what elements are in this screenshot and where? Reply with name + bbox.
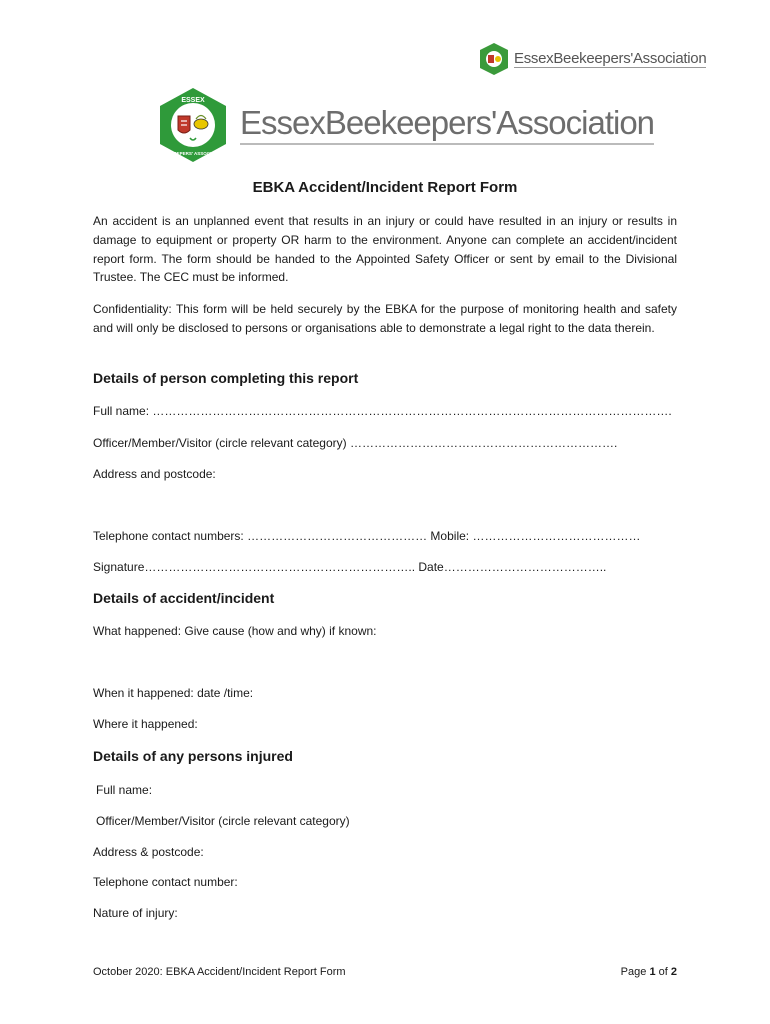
form-title: EBKA Accident/Incident Report Form xyxy=(252,179,518,196)
section-heading-reporter: Details of person completing this report xyxy=(93,370,359,386)
incident-where-field[interactable]: Where it happened: xyxy=(93,717,198,731)
reporter-category-field[interactable]: Officer/Member/Visitor (circle relevant category) …………………………………………………………. xyxy=(93,436,618,450)
injured-address-field[interactable]: Address & postcode: xyxy=(93,845,204,859)
reporter-full-name-field[interactable]: Full name: …………………………………………………………………………………………………………………. xyxy=(93,404,672,418)
ebka-seal-icon xyxy=(156,86,230,164)
confidentiality-paragraph: Confidentiality: This form will be held securely by the EBKA for the purpose of monitoring health and safety and will only be disclosed to persons or organisations able to demonstrate a legal right to the data therein. xyxy=(93,302,677,335)
seal-bottom-text: BEEKEEPERS' ASSOCIATION xyxy=(161,151,225,156)
page-current: 1 xyxy=(649,966,656,978)
injured-full-name-field[interactable]: Full name: xyxy=(96,783,153,797)
injured-category-field[interactable]: Officer/Member/Visitor (circle relevant category) xyxy=(96,814,350,828)
section-heading-injured: Details of any persons injured xyxy=(93,748,293,764)
intro-paragraph: An accident is an unplanned event that results in an injury or could have resulted in an injury or results in damage to equipment or property OR harm to the environment. Anyone can complete an accident/incident report form. The form should be handed to the Appointed Safety Officer or sent by email to the Divisional Trustee. The CEC must be informed. xyxy=(93,214,677,285)
footer-page-number xyxy=(560,966,677,978)
org-logo xyxy=(156,86,654,164)
section-heading-incident: Details of accident/incident xyxy=(93,590,275,606)
injured-telephone-field[interactable]: Telephone contact number: xyxy=(93,875,238,889)
page-of: of xyxy=(658,966,668,978)
org-name: EssexBeekeepers'Association xyxy=(240,105,654,145)
reporter-address-field[interactable]: Address and postcode: xyxy=(93,467,216,481)
reporter-signature-field[interactable]: Signature………………………………………………………….. Date………………………………….. xyxy=(93,560,607,574)
page-total: 2 xyxy=(670,966,677,978)
injured-injury-field[interactable]: Nature of injury: xyxy=(93,906,178,920)
ebka-seal-icon xyxy=(478,42,510,76)
footer-document-label: October 2020: EBKA Accident/Incident Report Form xyxy=(93,966,346,978)
seal-top-text: ESSEX xyxy=(181,97,205,104)
incident-when-field[interactable]: When it happened: date /time: xyxy=(93,686,254,700)
page-label: Page xyxy=(620,966,647,978)
header-logo-small xyxy=(478,42,706,76)
reporter-telephone-field[interactable]: Telephone contact numbers: ……………………………………… Mobile: …………………………………… xyxy=(93,529,641,543)
header-org-name-small: EssexBeekeepers'Association xyxy=(514,49,707,67)
incident-what-field[interactable]: What happened: Give cause (how and why) if known: xyxy=(93,624,377,638)
